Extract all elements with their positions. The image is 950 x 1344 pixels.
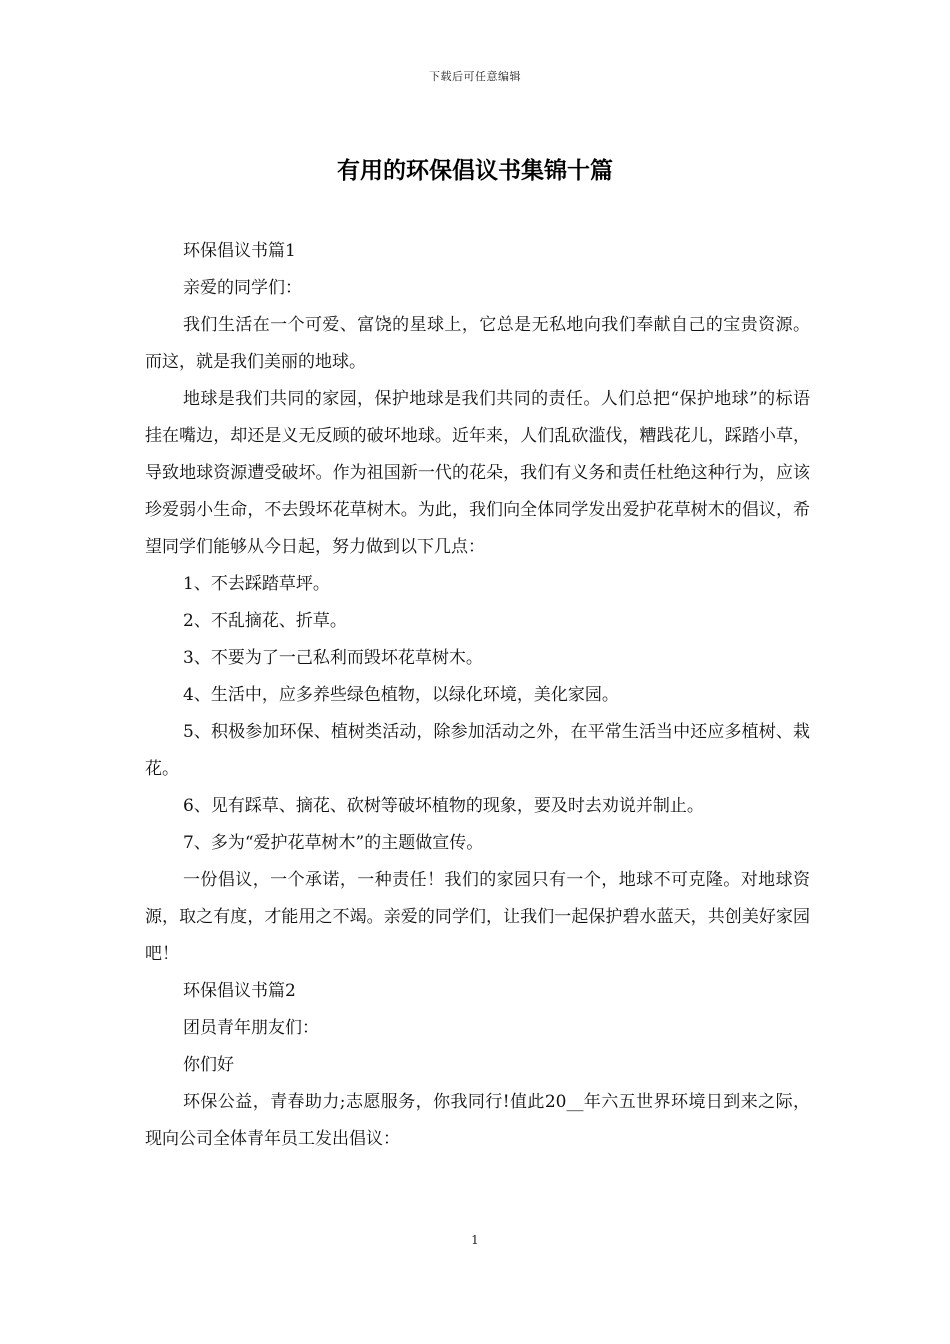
page-number: 1 bbox=[471, 1233, 479, 1247]
greeting: 你们好 bbox=[183, 1055, 234, 1075]
list-item: 6、见有踩草、摘花、砍树等破坏植物的现象，要及时去劝说并制止。 bbox=[183, 796, 704, 816]
paragraph: 环保公益，青春助力;志愿服务，你我同行!值此20__年六五世界环境日到来之际，现向公司全体青年员工发出倡议： bbox=[145, 1092, 810, 1149]
document-title: 有用的环保倡议书集锦十篇 bbox=[337, 157, 613, 184]
list-item: 2、不乱摘花、折草。 bbox=[183, 611, 347, 631]
list-item: 3、不要为了一己私利而毁坏花草树木。 bbox=[183, 648, 483, 668]
list-item: 5、积极参加环保、植树类活动，除参加活动之外，在平常生活当中还应多植树、栽花。 bbox=[145, 722, 810, 779]
header-note: 下载后可任意编辑 bbox=[429, 70, 521, 83]
list-item: 4、生活中，应多养些绿色植物，以绿化环境，美化家园。 bbox=[183, 685, 619, 705]
section-heading-2: 环保倡议书篇2 bbox=[183, 981, 296, 1001]
section-heading-1: 环保倡议书篇1 bbox=[183, 241, 296, 261]
salutation-1: 亲爱的同学们： bbox=[183, 278, 302, 298]
paragraph: 地球是我们共同的家园，保护地球是我们共同的责任。人们总把“保护地球”的标语挂在嘴边，却还是义无反顾的破坏地球。近年来，人们乱砍滥伐，糟践花儿，踩踏小草，导致地球资源遭受破坏。作为祖国新一代的花朵，我们有义务和责任杜绝这种行为，应该珍爱弱小生命，不去毁坏花草树木。为此，我们向全体同学发出爱护花草树木的倡议，希望同学们能够从今日起，努力做到以下几点： bbox=[145, 389, 810, 557]
list-item: 7、多为“爱护花草树木”的主题做宣传。 bbox=[183, 833, 484, 853]
document-body bbox=[145, 233, 810, 1158]
salutation-2: 团员青年朋友们： bbox=[183, 1018, 319, 1038]
paragraph: 我们生活在一个可爱、富饶的星球上，它总是无私地向我们奉献自己的宝贵资源。而这，就是我们美丽的地球。 bbox=[145, 315, 810, 372]
list-item: 1、不去踩踏草坪。 bbox=[183, 574, 330, 594]
paragraph: 一份倡议，一个承诺，一种责任！我们的家园只有一个，地球不可克隆。对地球资源，取之有度，才能用之不竭。亲爱的同学们，让我们一起保护碧水蓝天，共创美好家园吧！ bbox=[145, 870, 810, 964]
